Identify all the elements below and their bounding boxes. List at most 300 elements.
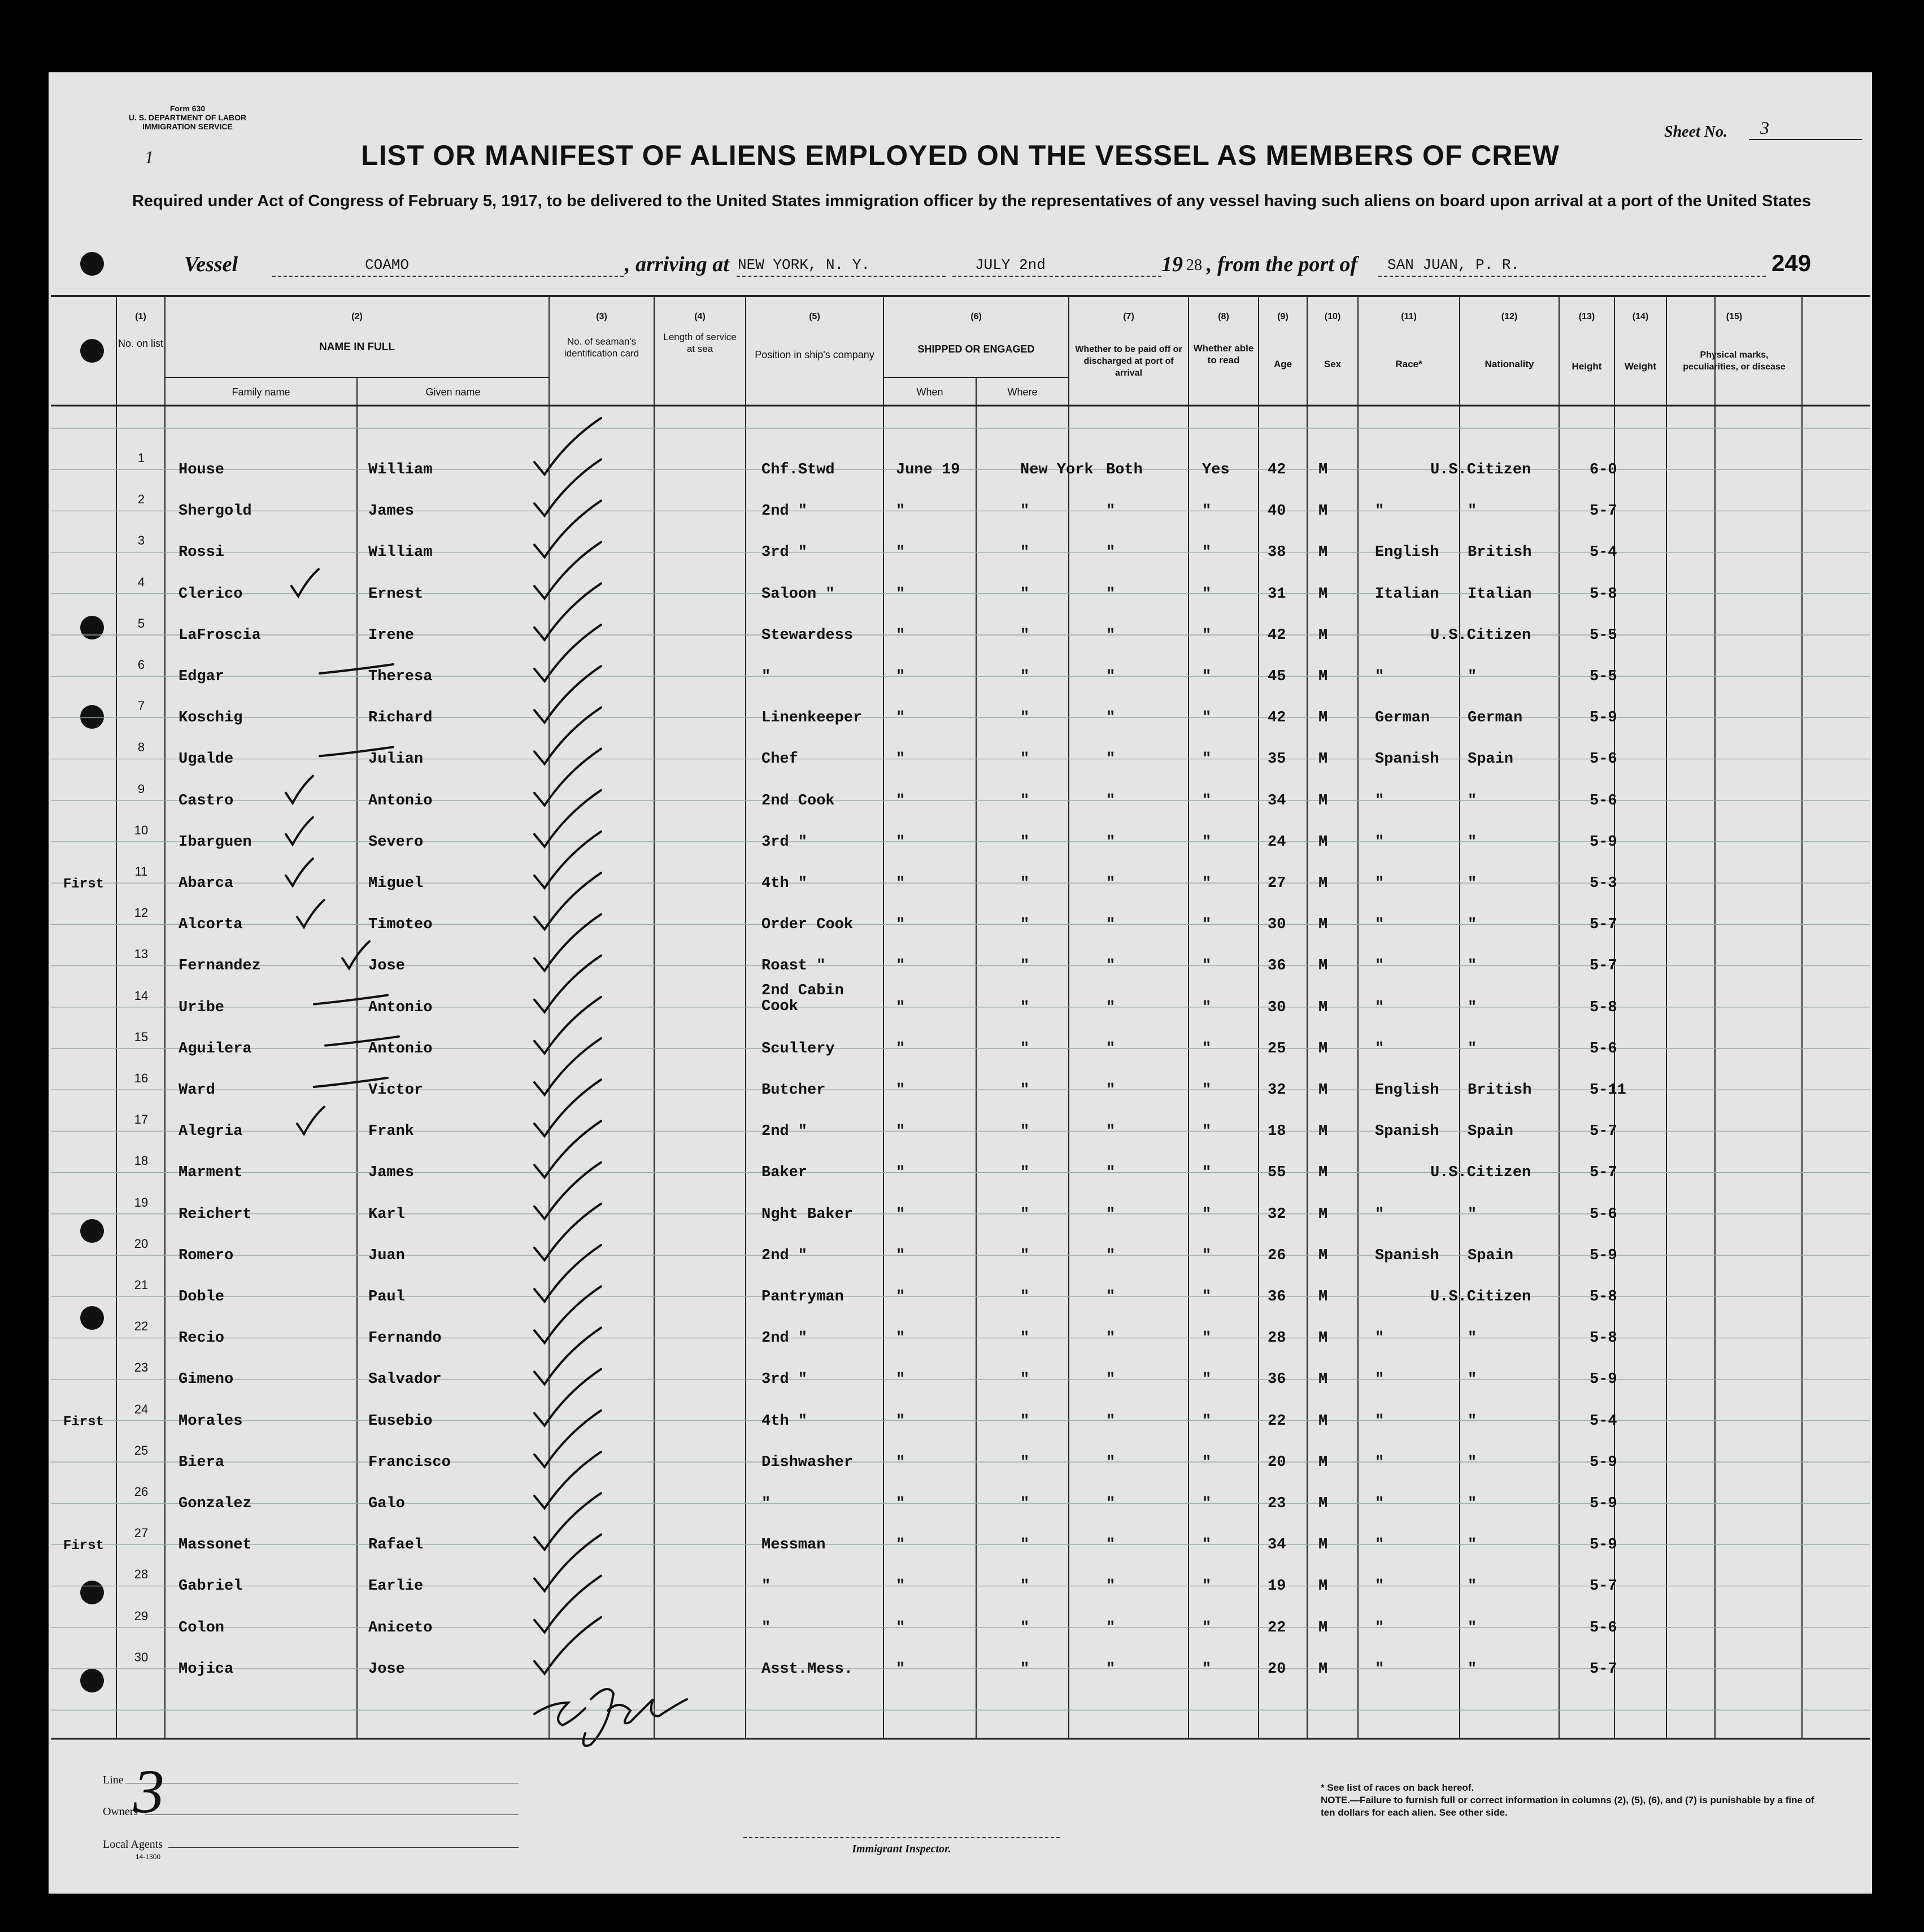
family-name: Koschig (179, 710, 243, 727)
row-number: 24 (134, 1402, 149, 1416)
check-mark (286, 817, 313, 845)
shipped-when: " (896, 875, 906, 892)
nationality: " (1468, 958, 1477, 975)
sex: M (1318, 462, 1328, 478)
height: 5-7 (1590, 916, 1617, 934)
arrival-year: 28 (1186, 256, 1202, 274)
position: Butcher (761, 1082, 826, 1099)
shipped-when: " (896, 1123, 906, 1141)
form-code: 14-1300 (136, 1853, 161, 1861)
race: " (1375, 1330, 1385, 1347)
dash-mark (325, 1037, 399, 1046)
col11-label: Race* (1395, 359, 1422, 369)
col6-when-label: When (916, 386, 943, 398)
age: 35 (1268, 751, 1286, 768)
shipped-when: " (896, 503, 906, 520)
shipped-when: " (896, 1454, 906, 1471)
shipped-where: " (1020, 1537, 1030, 1554)
family-name: Reichert (179, 1206, 252, 1223)
position: Scullery (761, 1040, 835, 1058)
sex: M (1318, 1495, 1328, 1512)
given-name: Timoteo (368, 916, 433, 934)
height: 5-9 (1590, 1454, 1617, 1471)
shipped-when: " (896, 751, 906, 768)
col15-num: (15) (1726, 312, 1743, 321)
paid-off: " (1106, 668, 1116, 685)
race: " (1375, 833, 1385, 851)
sex: M (1318, 626, 1328, 644)
age: 20 (1268, 1660, 1286, 1678)
row-number: 12 (134, 906, 149, 920)
age: 38 (1268, 544, 1286, 562)
footnotes (1321, 1782, 1818, 1819)
race: " (1375, 1412, 1385, 1430)
age: 34 (1268, 792, 1286, 810)
dash-mark (314, 1078, 388, 1087)
age: 22 (1268, 1412, 1286, 1430)
able-to-read: " (1202, 710, 1212, 727)
paid-off: Both (1106, 462, 1143, 478)
race: " (1375, 1371, 1385, 1389)
col14-num: (14) (1632, 312, 1649, 321)
position: " (761, 1619, 771, 1637)
col11-num: (11) (1401, 312, 1417, 321)
position: 3rd " (761, 1371, 808, 1389)
race: " (1375, 1537, 1385, 1554)
row-number: 21 (134, 1278, 149, 1292)
able-to-read: " (1202, 833, 1212, 851)
corner-mark: 1 (145, 147, 154, 167)
given-name: Francisco (368, 1454, 451, 1471)
paid-off: " (1106, 1123, 1116, 1141)
given-name: Earlie (368, 1578, 424, 1595)
shipped-where: " (1020, 1412, 1030, 1430)
nationality: British (1468, 1082, 1532, 1099)
shipped-where: " (1020, 1578, 1030, 1595)
given-name: William (368, 462, 433, 478)
row-number: 22 (134, 1319, 149, 1334)
sex: M (1318, 1082, 1328, 1099)
race: " (1375, 1619, 1385, 1637)
nationality: U.S.Citizen (1430, 626, 1531, 644)
race: " (1375, 875, 1385, 892)
sex: M (1318, 1247, 1328, 1264)
age: 26 (1268, 1247, 1286, 1264)
shipped-where: " (1020, 544, 1030, 562)
col2-num: (2) (351, 312, 363, 321)
height: 5-6 (1590, 1206, 1617, 1223)
shipped-where: " (1020, 1164, 1030, 1182)
position: 4th " (761, 1412, 808, 1430)
col13-label: Height (1572, 361, 1602, 372)
shipped-when: " (896, 710, 906, 727)
vessel-name: COAMO (365, 256, 410, 273)
dash-mark (320, 747, 393, 756)
sex: M (1318, 916, 1328, 934)
able-to-read: " (1202, 916, 1212, 934)
paid-off: " (1106, 833, 1116, 851)
nationality: " (1468, 916, 1477, 934)
position: " (761, 1578, 771, 1595)
from-port-label: , from the port of (1207, 253, 1358, 276)
race: " (1375, 958, 1385, 975)
owners-underline (145, 1814, 519, 1815)
col10-label: Sex (1324, 359, 1342, 369)
col14-label: Weight (1624, 361, 1657, 372)
age: 18 (1268, 1123, 1286, 1141)
paid-off: " (1106, 585, 1116, 603)
race: " (1375, 503, 1385, 520)
col12-num: (12) (1501, 312, 1518, 321)
age: 36 (1268, 958, 1286, 975)
able-to-read: " (1202, 1495, 1212, 1512)
nationality: Italian (1468, 585, 1532, 603)
col6-where-label: Where (1007, 386, 1038, 398)
height: 5-6 (1590, 792, 1617, 810)
age: 32 (1268, 1206, 1286, 1223)
sex: M (1318, 1289, 1328, 1306)
row-number: 7 (137, 699, 145, 713)
paid-off: " (1106, 1371, 1116, 1389)
given-name: Antonio (368, 792, 433, 810)
height: 5-9 (1590, 1537, 1617, 1554)
row-number: 29 (134, 1608, 149, 1623)
sex: M (1318, 1537, 1328, 1554)
able-to-read: " (1202, 958, 1212, 975)
height: 5-6 (1590, 1619, 1617, 1637)
able-to-read: " (1202, 1247, 1212, 1264)
given-name: Irene (368, 626, 415, 644)
nationality: U.S.Citizen (1430, 1289, 1531, 1306)
agents-underline (168, 1847, 519, 1848)
able-to-read: " (1202, 585, 1212, 603)
page-subtitle: Required under Act of Congress of February 5, 1917, to be delivered to the United States immigration officer by the representatives of any vessel having such aliens on board upon arrival at a port of the United States (132, 192, 1812, 210)
height: 5-6 (1590, 1040, 1617, 1058)
race: English (1375, 544, 1439, 562)
col7-num: (7) (1123, 312, 1134, 321)
sex: M (1318, 503, 1328, 520)
able-to-read: " (1202, 1537, 1212, 1554)
family-name: Uribe (179, 999, 225, 1016)
able-to-read: " (1202, 1123, 1212, 1141)
shipped-where: " (1020, 1495, 1030, 1512)
able-to-read: " (1202, 1164, 1212, 1182)
col5-label: Position in ship's company (755, 349, 874, 360)
paid-off: " (1106, 544, 1116, 562)
position: Linenkeeper (761, 710, 863, 727)
paid-off: " (1106, 1082, 1116, 1099)
able-to-read: " (1202, 1454, 1212, 1471)
row-number: 23 (134, 1360, 149, 1375)
col2-family-label: Family name (232, 386, 290, 398)
family-name: Rossi (179, 544, 225, 562)
sex: M (1318, 1454, 1328, 1471)
given-name: Ernest (368, 585, 424, 603)
nationality: " (1468, 503, 1477, 520)
row-number: 3 (137, 533, 145, 548)
height: 5-9 (1590, 1495, 1617, 1512)
page-title: LIST OR MANIFEST OF ALIENS EMPLOYED ON THE VESSEL AS MEMBERS OF CREW (361, 140, 1560, 171)
family-name: Gimeno (179, 1371, 234, 1389)
row-number: 10 (134, 823, 149, 837)
shipped-where: " (1020, 875, 1030, 892)
given-name: Paul (368, 1289, 405, 1306)
height: 5-7 (1590, 503, 1617, 520)
sex: M (1318, 792, 1328, 810)
race: " (1375, 1040, 1385, 1058)
race: Spanish (1375, 1123, 1439, 1141)
nationality: U.S.Citizen (1430, 1164, 1531, 1182)
age: 28 (1268, 1330, 1286, 1347)
able-to-read: " (1202, 1082, 1212, 1099)
row-number: 19 (134, 1195, 149, 1209)
shipped-where: " (1020, 792, 1030, 810)
position: 2nd " (761, 1247, 808, 1264)
row-number: 28 (134, 1567, 149, 1582)
given-name: Antonio (368, 999, 433, 1016)
paid-off: " (1106, 1578, 1116, 1595)
sex: M (1318, 833, 1328, 851)
check-mark (297, 1107, 324, 1134)
age: 55 (1268, 1164, 1286, 1182)
age: 40 (1268, 503, 1286, 520)
age: 30 (1268, 916, 1286, 934)
paid-off: " (1106, 751, 1116, 768)
shipped-when: " (896, 1619, 906, 1637)
position: 2nd Cabin Cook (761, 982, 844, 1015)
able-to-read: " (1202, 1206, 1212, 1223)
paid-off: " (1106, 958, 1116, 975)
height: 5-7 (1590, 1123, 1617, 1141)
arriving-port: NEW YORK, N. Y. (738, 256, 870, 273)
row-number: 30 (134, 1650, 149, 1664)
paid-off: " (1106, 1454, 1116, 1471)
row-number: 25 (134, 1443, 149, 1457)
col4-label: Length of service at sea (663, 332, 737, 354)
check-mark (291, 569, 319, 597)
shipped-when: " (896, 1330, 906, 1347)
vessel-label: Vessel (184, 253, 238, 276)
sex: M (1318, 668, 1328, 685)
given-name: Juan (368, 1247, 405, 1264)
nationality: British (1468, 544, 1532, 562)
height: 5-9 (1590, 833, 1617, 851)
position: Pantryman (761, 1289, 844, 1306)
given-name: Severo (368, 833, 424, 851)
sex: M (1318, 1619, 1328, 1637)
age: 19 (1268, 1578, 1286, 1595)
col1-label: No. on list (117, 338, 164, 349)
shipped-when: " (896, 1040, 906, 1058)
given-name: Frank (368, 1123, 415, 1141)
paid-off: " (1106, 999, 1116, 1016)
family-name: Morales (179, 1412, 243, 1430)
nationality: " (1468, 1454, 1477, 1471)
shipped-where: " (1020, 1206, 1030, 1223)
sex: M (1318, 1371, 1328, 1389)
row-number: 18 (134, 1154, 149, 1168)
shipped-where: " (1020, 1619, 1030, 1637)
shipped-where: " (1020, 1371, 1030, 1389)
nationality: " (1468, 1619, 1477, 1637)
able-to-read: " (1202, 875, 1212, 892)
given-name: Aniceto (368, 1619, 433, 1637)
nationality: " (1468, 1330, 1477, 1347)
nationality: Spain (1468, 1123, 1514, 1141)
owners-label: Owners (103, 1805, 138, 1818)
paid-off: " (1106, 1660, 1116, 1678)
race: " (1375, 668, 1385, 685)
race: " (1375, 1660, 1385, 1678)
col12-label: Nationality (1485, 359, 1534, 369)
able-to-read: " (1202, 1371, 1212, 1389)
race: Italian (1375, 585, 1439, 603)
row-number: 26 (134, 1485, 149, 1499)
row-number: 6 (137, 658, 145, 672)
age: 32 (1268, 1082, 1286, 1099)
height: 6-0 (1590, 462, 1617, 478)
shipped-where: " (1020, 503, 1030, 520)
family-name: Mojica (179, 1660, 234, 1678)
given-name: Miguel (368, 875, 424, 892)
col4-num: (4) (694, 312, 706, 321)
given-name: Eusebio (368, 1412, 433, 1430)
nationality: " (1468, 1660, 1477, 1678)
family-name: Edgar (179, 668, 225, 685)
family-name: Gonzalez (179, 1495, 252, 1512)
family-name: Colon (179, 1619, 225, 1637)
margin-note: First (63, 1414, 105, 1430)
row-number: 20 (134, 1236, 149, 1251)
height: 5-4 (1590, 544, 1617, 562)
shipped-when: " (896, 1247, 906, 1264)
able-to-read: " (1202, 1660, 1212, 1678)
position: Asst.Mess. (761, 1660, 854, 1678)
sex: M (1318, 1660, 1328, 1678)
position: 2nd Cook (761, 792, 835, 810)
height: 5-8 (1590, 1330, 1617, 1347)
height: 5-9 (1590, 710, 1617, 727)
height: 5-6 (1590, 751, 1617, 768)
given-name: Rafael (368, 1537, 424, 1554)
shipped-where: " (1020, 751, 1030, 768)
col6-label: SHIPPED OR ENGAGED (917, 343, 1035, 355)
sex: M (1318, 875, 1328, 892)
row-number: 14 (134, 988, 149, 1003)
family-name: Biera (179, 1454, 225, 1471)
shipped-where: " (1020, 626, 1030, 644)
race: " (1375, 792, 1385, 810)
family-name: Alcorta (179, 916, 243, 934)
sex: M (1318, 1578, 1328, 1595)
col8-num: (8) (1218, 312, 1229, 321)
position: Baker (761, 1164, 808, 1182)
age: 20 (1268, 1454, 1286, 1471)
dash-mark (314, 995, 388, 1004)
position: Nght Baker (761, 1206, 854, 1223)
row-number: 16 (134, 1071, 149, 1085)
given-name: James (368, 1164, 415, 1182)
shipped-where: " (1020, 1247, 1030, 1264)
paid-off: " (1106, 1289, 1116, 1306)
family-name: Aguilera (179, 1040, 252, 1058)
given-name: Antonio (368, 1040, 433, 1058)
family-name: Fernandez (179, 958, 261, 975)
family-name: Castro (179, 792, 234, 810)
position: 3rd " (761, 544, 808, 562)
local-agents-label: Local Agents (103, 1838, 163, 1851)
given-name: Jose (368, 1660, 405, 1678)
sex: M (1318, 1412, 1328, 1430)
shipped-when: " (896, 1082, 906, 1099)
position: " (761, 668, 771, 685)
paid-off: " (1106, 503, 1116, 520)
shipped-when: " (896, 1164, 906, 1182)
shipped-when: " (896, 1495, 906, 1512)
nationality: " (1468, 1537, 1477, 1554)
inspector-underline (743, 1837, 1060, 1838)
manifest-sheet (49, 72, 1872, 1894)
row-number: 8 (137, 740, 145, 755)
family-name: Marment (179, 1164, 243, 1182)
height: 5-8 (1590, 585, 1617, 603)
position: Chef (761, 751, 798, 768)
height: 5-8 (1590, 1289, 1617, 1306)
shipped-when: " (896, 1371, 906, 1389)
position: Order Cook (761, 916, 854, 934)
row-number: 15 (134, 1029, 149, 1044)
row-number: 11 (134, 864, 148, 878)
paid-off: " (1106, 1247, 1116, 1264)
stamp-number: 249 (1771, 250, 1812, 276)
race: " (1375, 1454, 1385, 1471)
shipped-when: " (896, 585, 906, 603)
col3-num: (3) (596, 312, 607, 321)
able-to-read: " (1202, 1289, 1212, 1306)
family-name: Shergold (179, 503, 252, 520)
paid-off: " (1106, 1040, 1116, 1058)
height: 5-4 (1590, 1412, 1617, 1430)
row-number: 27 (134, 1526, 149, 1541)
family-name: Gabriel (179, 1578, 243, 1595)
race: " (1375, 1578, 1385, 1595)
position: Chf.Stwd (761, 462, 835, 478)
race: " (1375, 999, 1385, 1016)
shipped-where: " (1020, 1330, 1030, 1347)
nationality: Spain (1468, 1247, 1514, 1264)
able-to-read: " (1202, 1412, 1212, 1430)
position: Dishwasher (761, 1454, 854, 1471)
shipped-where: " (1020, 999, 1030, 1016)
position: 2nd " (761, 503, 808, 520)
paid-off: " (1106, 792, 1116, 810)
shipped-when: " (896, 1206, 906, 1223)
check-mark (534, 1617, 601, 1674)
able-to-read: " (1202, 668, 1212, 685)
family-name: Recio (179, 1330, 225, 1347)
sex: M (1318, 1164, 1328, 1182)
nationality: " (1468, 1412, 1477, 1430)
height: 5-7 (1590, 1164, 1617, 1182)
row-number: 13 (134, 947, 149, 961)
age: 36 (1268, 1371, 1286, 1389)
position: 3rd " (761, 833, 808, 851)
shipped-where: New York (1020, 462, 1094, 478)
height: 5-7 (1590, 1660, 1617, 1678)
height: 5-7 (1590, 958, 1617, 975)
line-label: Line (103, 1774, 124, 1786)
sex: M (1318, 710, 1328, 727)
